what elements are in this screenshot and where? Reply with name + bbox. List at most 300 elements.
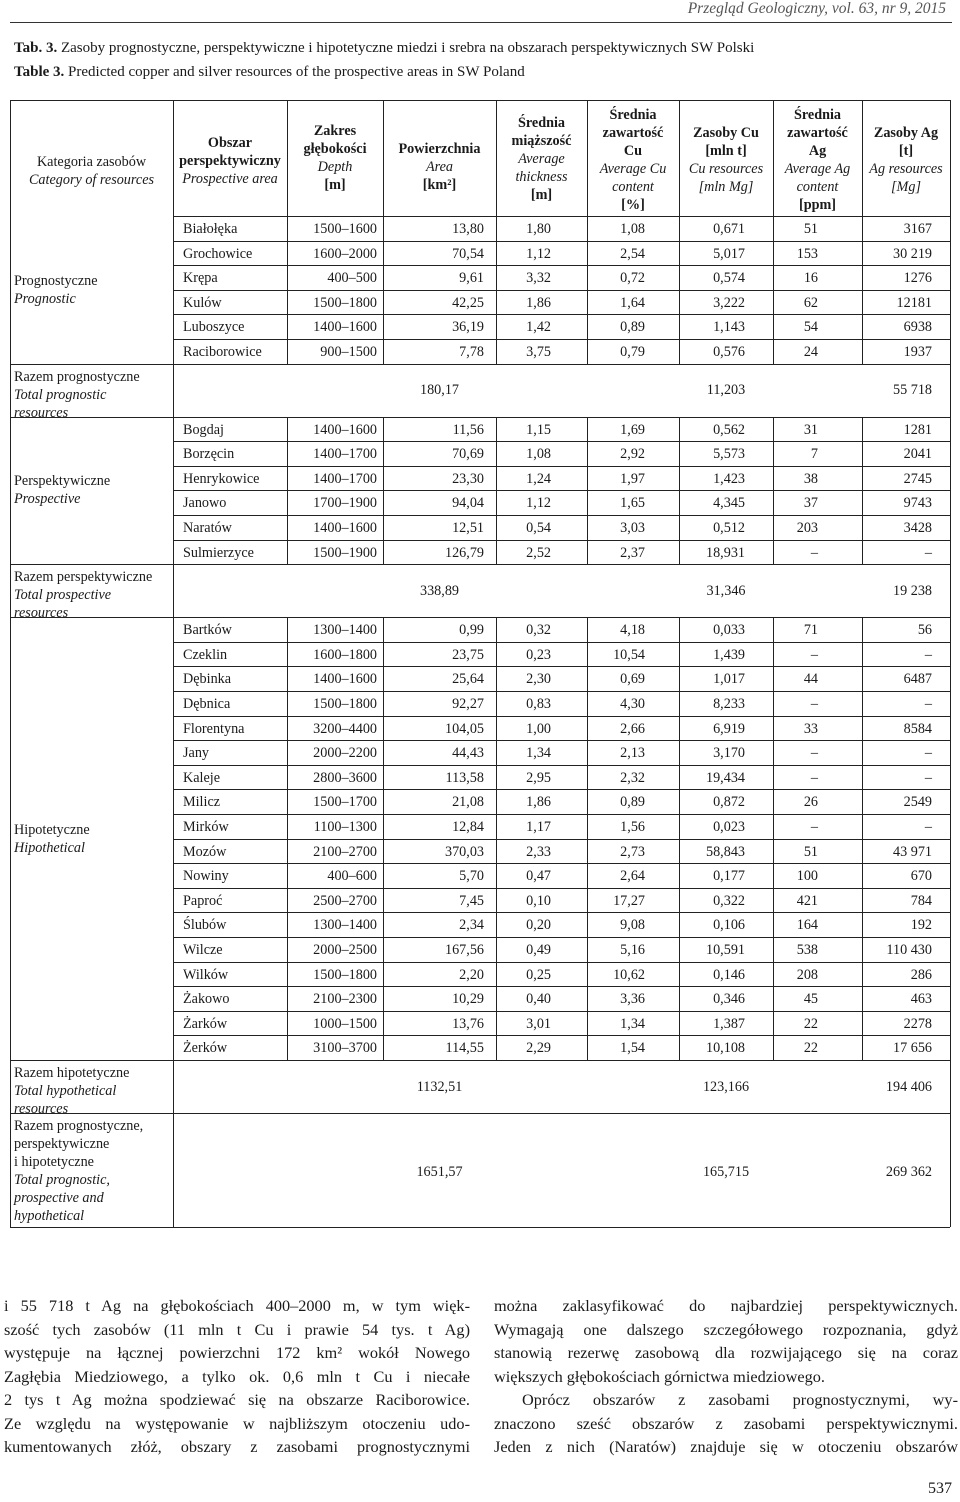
row-depth: 1400–1700 bbox=[313, 446, 377, 463]
group-label-line: Hipotetyczne bbox=[14, 822, 90, 838]
row-cu-content: 10,62 bbox=[613, 966, 645, 983]
row-ag-resources: 56 bbox=[917, 622, 932, 639]
group-label bbox=[14, 821, 171, 857]
table-column-rule bbox=[679, 617, 680, 1060]
row-cu-resources: 3,222 bbox=[713, 294, 745, 311]
table-rule bbox=[173, 515, 950, 516]
grand-total-label-line: prospective and bbox=[14, 1190, 104, 1206]
row-depth: 1500–1800 bbox=[313, 966, 377, 983]
total-area: 1132,51 bbox=[416, 1078, 463, 1095]
header-category bbox=[10, 153, 173, 189]
row-area-name: Dębinka bbox=[183, 671, 232, 688]
row-area: 25,64 bbox=[452, 671, 484, 688]
row-thickness: 0,23 bbox=[526, 646, 551, 663]
header-area-line: [km²] bbox=[422, 177, 457, 193]
row-depth: 400–500 bbox=[327, 270, 377, 287]
row-area-name: Bogdaj bbox=[183, 421, 224, 438]
row-cu-content: 17,27 bbox=[613, 892, 645, 909]
row-cu-content: 1,69 bbox=[620, 421, 645, 438]
row-thickness: 1,00 bbox=[526, 720, 551, 737]
caption-en-text: Predicted copper and silver resources of the prospective areas in SW Poland bbox=[64, 64, 525, 80]
row-thickness: 0,54 bbox=[526, 520, 551, 536]
row-area: 114,55 bbox=[445, 1040, 484, 1057]
row-ag-resources: 43 971 bbox=[892, 843, 932, 860]
header-cu-resources-line: [mln t] bbox=[705, 143, 747, 159]
row-cu-resources: 0,177 bbox=[713, 868, 745, 885]
row-ag-resources: 2278 bbox=[903, 1015, 932, 1032]
row-area: 2,20 bbox=[459, 966, 484, 983]
row-area: 21,08 bbox=[452, 794, 484, 811]
row-cu-content: 0,69 bbox=[620, 671, 645, 688]
row-ag-content: 51 bbox=[803, 221, 818, 237]
row-area: 104,05 bbox=[444, 720, 484, 737]
table-rule bbox=[173, 814, 950, 815]
row-cu-resources: 0,562 bbox=[713, 421, 745, 438]
row-area-name: Kulów bbox=[183, 294, 222, 311]
caption-pl-text: Zasoby prognostyczne, perspektywiczne i hipotetyczne miedzi i srebra na obszarach perspektywicznych SW Polski bbox=[57, 40, 755, 56]
row-area: 44,43 bbox=[452, 745, 484, 762]
row-ag-resources: 192 bbox=[910, 917, 932, 934]
grand-total-area: 1651,57 bbox=[416, 1164, 463, 1180]
row-depth: 3100–3700 bbox=[313, 1040, 377, 1057]
table-rule bbox=[173, 241, 950, 242]
row-thickness: 2,33 bbox=[526, 843, 551, 860]
table-column-rule bbox=[862, 417, 863, 565]
table-rule bbox=[10, 100, 950, 101]
row-area: 13,76 bbox=[452, 1015, 484, 1032]
table-rule bbox=[173, 962, 950, 963]
table-column-rule bbox=[10, 100, 11, 1227]
row-thickness: 1,17 bbox=[526, 819, 551, 835]
row-cu-resources: 1,439 bbox=[713, 646, 745, 663]
row-depth: 1300–1400 bbox=[313, 622, 377, 639]
row-cu-content: 0,79 bbox=[620, 344, 645, 360]
row-depth: 1500–1800 bbox=[313, 696, 377, 712]
table-column-rule bbox=[496, 617, 497, 1060]
header-ag-resources-line: Ag resources bbox=[869, 161, 943, 177]
row-area: 94,04 bbox=[452, 495, 484, 512]
table-rule bbox=[173, 216, 950, 217]
row-ag-resources: 9743 bbox=[903, 495, 932, 512]
table-column-rule bbox=[587, 216, 588, 364]
header-thickness-line: [m] bbox=[530, 187, 553, 203]
group-label-line: Prospective bbox=[14, 491, 81, 507]
table-rule bbox=[173, 716, 950, 717]
row-ag-resources: 2549 bbox=[903, 794, 932, 811]
header-thickness-line: Average bbox=[518, 151, 565, 167]
row-ag-content: 100 bbox=[796, 868, 818, 885]
row-area: 113,58 bbox=[445, 769, 484, 786]
row-area-name: Luboszyce bbox=[183, 319, 245, 336]
group-label bbox=[14, 272, 171, 308]
row-cu-resources: 1,423 bbox=[713, 470, 745, 487]
body-text-line: Jeden z nich (Naratów) znajduje się w otoczeniu obszarów bbox=[494, 1437, 958, 1456]
row-area-name: Borzęcin bbox=[183, 446, 235, 463]
row-area-name: Czeklin bbox=[183, 646, 228, 663]
grand-total-label-line: hypothetical bbox=[14, 1208, 85, 1224]
table-column-rule bbox=[287, 100, 288, 216]
row-cu-content: 2,92 bbox=[620, 446, 645, 463]
row-cu-content: 4,18 bbox=[620, 622, 645, 639]
row-ag-content: 7 bbox=[810, 446, 818, 463]
caption-en-label: Table 3. bbox=[14, 64, 65, 80]
row-ag-content: – bbox=[810, 819, 818, 835]
table-rule bbox=[10, 417, 950, 418]
row-cu-content: 2,64 bbox=[620, 868, 645, 885]
row-ag-resources: 3167 bbox=[903, 221, 932, 237]
header-ag-content-line: Średnia bbox=[793, 107, 842, 123]
row-ag-resources: 1937 bbox=[903, 344, 932, 360]
row-depth: 3200–4400 bbox=[313, 720, 377, 737]
row-cu-resources: 0,576 bbox=[713, 344, 745, 360]
row-ag-resources: 17 656 bbox=[892, 1040, 932, 1057]
row-area: 92,27 bbox=[452, 696, 484, 712]
total-ag-resources: 55 718 bbox=[892, 382, 932, 399]
row-thickness: 2,29 bbox=[526, 1040, 551, 1057]
header-prospective-area-line: Prospective area bbox=[182, 171, 278, 187]
row-area: 5,70 bbox=[459, 868, 484, 885]
total-cu-resources: 123,166 bbox=[702, 1078, 750, 1095]
table-rule bbox=[173, 789, 950, 790]
row-area-name: Żarków bbox=[183, 1015, 228, 1032]
header-thickness-line: thickness bbox=[515, 169, 568, 185]
row-ag-content: 22 bbox=[803, 1015, 818, 1032]
table-column-rule bbox=[679, 100, 680, 216]
table-column-rule bbox=[287, 617, 288, 1060]
row-ag-content: 33 bbox=[803, 720, 818, 737]
header-cu-content-line: [%] bbox=[621, 197, 645, 213]
row-area: 11,56 bbox=[452, 421, 484, 438]
row-ag-content: 51 bbox=[803, 843, 818, 860]
table-column-rule bbox=[773, 617, 774, 1060]
header-ag-content bbox=[773, 106, 862, 214]
row-cu-resources: 58,843 bbox=[705, 843, 745, 860]
row-ag-resources: 8584 bbox=[903, 720, 932, 737]
group-label-line: Prognostic bbox=[14, 291, 76, 307]
table-column-rule bbox=[496, 417, 497, 565]
row-area-name: Milicz bbox=[183, 794, 221, 811]
row-area: 70,54 bbox=[452, 245, 484, 262]
group-label-line: Prognostyczne bbox=[14, 273, 98, 289]
running-header: Przegląd Geologiczny, vol. 63, nr 9, 2015 bbox=[687, 0, 946, 17]
page-number: 537 bbox=[928, 1480, 952, 1497]
row-ag-content: – bbox=[810, 769, 818, 786]
row-thickness: 2,30 bbox=[526, 671, 551, 688]
row-cu-content: 2,54 bbox=[620, 245, 645, 262]
row-cu-resources: 10,108 bbox=[705, 1040, 745, 1057]
table-column-rule bbox=[383, 417, 384, 565]
row-cu-resources: 0,023 bbox=[713, 819, 745, 835]
table-column-rule bbox=[950, 100, 951, 1227]
header-thickness bbox=[496, 114, 587, 204]
row-area-name: Nowiny bbox=[183, 868, 229, 885]
row-thickness: 1,86 bbox=[526, 794, 551, 811]
table-rule bbox=[173, 1035, 950, 1036]
row-ag-resources: 670 bbox=[910, 868, 932, 885]
row-cu-content: 5,16 bbox=[620, 942, 645, 958]
table-column-rule bbox=[587, 617, 588, 1060]
row-depth: 1600–1800 bbox=[313, 646, 377, 663]
row-area-name: Florentyna bbox=[183, 720, 245, 737]
header-cu-content-line: content bbox=[612, 179, 654, 195]
row-area-name: Żakowo bbox=[183, 991, 230, 1008]
row-area-name: Wilcze bbox=[183, 942, 223, 958]
row-ag-content: 208 bbox=[796, 966, 818, 983]
row-thickness: 2,95 bbox=[526, 769, 551, 786]
header-category-line: Kategoria zasobów bbox=[36, 154, 147, 170]
row-area: 2,34 bbox=[459, 917, 484, 934]
row-depth: 2100–2700 bbox=[313, 843, 377, 860]
grand-total-cu-resources: 165,715 bbox=[702, 1164, 750, 1180]
header-area-line: Area bbox=[425, 159, 454, 175]
row-ag-content: 45 bbox=[803, 991, 818, 1008]
row-ag-resources: 1281 bbox=[903, 421, 932, 438]
header-area-line: Powierzchnia bbox=[398, 141, 481, 157]
row-thickness: 0,49 bbox=[526, 942, 551, 958]
table-rule bbox=[173, 863, 950, 864]
grand-total-ag-resources: 269 362 bbox=[885, 1164, 932, 1180]
total-label-line: Razem hipotetyczne bbox=[14, 1065, 130, 1081]
row-ag-content: 44 bbox=[803, 671, 818, 688]
row-depth: 1400–1700 bbox=[313, 470, 377, 487]
table-column-rule bbox=[587, 100, 588, 216]
row-area-name: Sulmierzyce bbox=[183, 544, 254, 561]
total-label-line: resources bbox=[14, 605, 69, 622]
row-cu-resources: 3,170 bbox=[713, 745, 745, 762]
table-rule bbox=[173, 691, 950, 692]
total-label-line: Razem perspektywiczne bbox=[14, 569, 153, 586]
row-thickness: 1,08 bbox=[526, 446, 551, 463]
row-depth: 1500–1700 bbox=[313, 794, 377, 811]
row-thickness: 0,10 bbox=[526, 892, 551, 909]
table-rule bbox=[10, 617, 950, 618]
header-prospective-area-line: Obszar bbox=[207, 135, 253, 151]
body-text-line: stanowią rezerwę zasobową dla rozwijającego się na coraz bbox=[494, 1343, 958, 1362]
row-cu-resources: 1,017 bbox=[713, 671, 745, 688]
header-thickness-line: miąższość bbox=[511, 133, 572, 149]
row-depth: 1000–1500 bbox=[313, 1015, 377, 1032]
row-ag-resources: 110 430 bbox=[886, 942, 932, 958]
row-cu-content: 0,72 bbox=[620, 270, 645, 287]
row-thickness: 1,86 bbox=[526, 294, 551, 311]
row-cu-content: 10,54 bbox=[613, 646, 645, 663]
row-ag-content: 31 bbox=[803, 421, 818, 438]
row-thickness: 1,12 bbox=[526, 245, 551, 262]
body-text-line: znaczono sześć obszarów z zasobami perspektywicznymi. bbox=[494, 1413, 958, 1433]
table-column-rule bbox=[496, 216, 497, 364]
row-area: 70,69 bbox=[452, 446, 484, 463]
total-label bbox=[14, 368, 171, 422]
row-ag-content: – bbox=[810, 544, 818, 561]
row-cu-resources: 8,233 bbox=[713, 696, 745, 712]
table-column-rule bbox=[383, 617, 384, 1060]
row-ag-content: 24 bbox=[803, 344, 818, 360]
total-label-line: Razem prognostyczne bbox=[14, 368, 140, 385]
row-cu-content: 0,89 bbox=[620, 794, 645, 811]
row-cu-content: 3,03 bbox=[620, 520, 645, 536]
total-label-line: resources bbox=[14, 404, 69, 421]
row-ag-content: 421 bbox=[796, 892, 818, 909]
group-label-line: Perspektywiczne bbox=[14, 473, 111, 489]
row-ag-content: 71 bbox=[803, 622, 818, 639]
row-thickness: 3,32 bbox=[526, 270, 551, 287]
body-text-left bbox=[4, 1294, 470, 1459]
table-rule bbox=[173, 314, 950, 315]
table-rule bbox=[173, 490, 950, 491]
row-area-name: Grochowice bbox=[183, 245, 253, 262]
table-rule bbox=[173, 441, 950, 442]
row-cu-resources: 0,346 bbox=[713, 991, 745, 1008]
row-ag-resources: 12181 bbox=[896, 294, 932, 311]
body-text-line: kumentowanych złóż, obszary z zasobami prognostycznymi bbox=[4, 1437, 470, 1456]
row-ag-resources: 286 bbox=[910, 966, 932, 983]
table-rule bbox=[173, 912, 950, 913]
row-ag-resources: – bbox=[924, 819, 932, 835]
row-cu-resources: 5,017 bbox=[713, 245, 745, 262]
row-area-name: Paproć bbox=[183, 892, 223, 909]
row-depth: 400–600 bbox=[327, 868, 377, 885]
row-thickness: 0,20 bbox=[526, 917, 551, 934]
header-ag-content-line: [ppm] bbox=[798, 197, 837, 213]
row-cu-resources: 5,573 bbox=[713, 446, 745, 463]
row-cu-content: 1,56 bbox=[620, 819, 645, 835]
row-thickness: 1,15 bbox=[526, 421, 551, 438]
row-thickness: 1,24 bbox=[526, 470, 551, 487]
table-rule bbox=[173, 290, 950, 291]
row-area-name: Ślubów bbox=[183, 917, 227, 934]
row-area-name: Żerków bbox=[183, 1040, 228, 1057]
header-cu-content-line: Cu bbox=[623, 143, 643, 159]
table-column-rule bbox=[773, 417, 774, 565]
table-column-rule bbox=[862, 100, 863, 216]
total-area: 180,17 bbox=[419, 382, 459, 399]
table-column-rule bbox=[679, 216, 680, 364]
header-depth-line: [m] bbox=[324, 177, 346, 193]
row-area: 42,25 bbox=[452, 294, 484, 311]
table-rule bbox=[173, 666, 950, 667]
total-area: 338,89 bbox=[419, 582, 459, 599]
row-cu-content: 1,97 bbox=[620, 470, 645, 487]
row-cu-content: 1,08 bbox=[620, 221, 645, 237]
total-label-line: Total prospective bbox=[14, 587, 112, 604]
row-thickness: 2,52 bbox=[526, 544, 551, 561]
row-cu-content: 0,89 bbox=[620, 319, 645, 336]
header-area bbox=[383, 140, 496, 194]
header-ag-content-line: content bbox=[796, 179, 839, 195]
header-cu-content bbox=[587, 106, 679, 214]
row-ag-resources: – bbox=[924, 769, 932, 786]
grand-total-label-line: i hipotetyczne bbox=[14, 1154, 94, 1170]
row-ag-content: – bbox=[810, 696, 818, 712]
row-area: 36,19 bbox=[452, 319, 484, 336]
row-area: 12,51 bbox=[452, 520, 484, 536]
table-rule bbox=[173, 339, 950, 340]
row-area: 7,45 bbox=[459, 892, 484, 909]
table-column-rule bbox=[587, 417, 588, 565]
header-ag-resources-line: Zasoby Ag bbox=[873, 125, 939, 141]
header-cu-resources-line: [mln Mg] bbox=[698, 179, 754, 195]
header-cu-resources-line: Cu resources bbox=[688, 161, 764, 177]
body-text-line: i 55 718 t Ag na głębokościach 400–2000 m, w tym więk- bbox=[4, 1296, 470, 1315]
body-text-line: Wymagają one dalszego szczegółowego rozpoznania, gdyż bbox=[494, 1319, 958, 1339]
row-ag-resources: 3428 bbox=[903, 520, 932, 536]
row-depth: 1400–1600 bbox=[313, 520, 377, 536]
table-column-rule bbox=[287, 216, 288, 364]
row-cu-resources: 0,146 bbox=[713, 966, 745, 983]
row-cu-content: 1,64 bbox=[620, 294, 645, 311]
row-area-name: Dębnica bbox=[183, 696, 231, 712]
row-ag-resources: – bbox=[924, 696, 932, 712]
row-ag-resources: – bbox=[924, 745, 932, 762]
row-ag-resources: 30 219 bbox=[892, 245, 932, 262]
total-cu-resources: 11,203 bbox=[706, 382, 746, 399]
grand-total-label-line: Razem prognostyczne, bbox=[14, 1118, 144, 1134]
row-depth: 1100–1300 bbox=[313, 819, 377, 835]
body-text-line: można zaklasyfikować do najbardziej perspektywicznych. bbox=[494, 1296, 958, 1315]
row-cu-resources: 0,671 bbox=[713, 221, 745, 237]
row-ag-content: 203 bbox=[796, 520, 818, 536]
row-area-name: Bartków bbox=[183, 622, 232, 639]
table-rule bbox=[173, 986, 950, 987]
row-area: 167,56 bbox=[444, 942, 484, 958]
table-rule bbox=[10, 1227, 950, 1228]
row-ag-content: – bbox=[810, 745, 818, 762]
row-cu-content: 3,36 bbox=[620, 991, 645, 1008]
row-area-name: Janowo bbox=[183, 495, 227, 512]
grand-total-label-line: perspektywiczne bbox=[14, 1136, 110, 1152]
row-ag-content: 37 bbox=[803, 495, 818, 512]
row-area-name: Raciborowice bbox=[183, 344, 262, 360]
row-depth: 1500–1600 bbox=[313, 221, 377, 237]
row-depth: 2100–2300 bbox=[313, 991, 377, 1008]
total-label-line: Total hypothetical bbox=[14, 1083, 117, 1099]
row-ag-resources: – bbox=[924, 646, 932, 663]
table-rule bbox=[173, 937, 950, 938]
row-cu-content: 1,65 bbox=[620, 495, 645, 512]
row-depth: 1300–1400 bbox=[313, 917, 377, 934]
row-area: 13,80 bbox=[452, 221, 484, 237]
header-cu-content-line: Średnia bbox=[609, 107, 657, 123]
table-rule bbox=[173, 1011, 950, 1012]
row-ag-resources: 6487 bbox=[903, 671, 932, 688]
row-cu-content: 9,08 bbox=[620, 917, 645, 934]
table-column-rule bbox=[496, 100, 497, 216]
row-cu-resources: 4,345 bbox=[713, 495, 745, 512]
row-depth: 1400–1600 bbox=[313, 421, 377, 438]
row-area: 23,30 bbox=[452, 470, 484, 487]
row-depth: 2000–2500 bbox=[313, 942, 377, 958]
total-label bbox=[14, 568, 171, 622]
row-depth: 1400–1600 bbox=[313, 671, 377, 688]
row-area: 126,79 bbox=[444, 544, 484, 561]
row-cu-resources: 0,106 bbox=[713, 917, 745, 934]
body-text-right bbox=[494, 1294, 958, 1459]
table-rule bbox=[173, 765, 950, 766]
row-cu-resources: 0,512 bbox=[713, 520, 745, 536]
table-column-rule bbox=[773, 100, 774, 216]
table-rule bbox=[173, 740, 950, 741]
row-area-name: Mirków bbox=[183, 819, 229, 835]
row-area: 23,75 bbox=[452, 646, 484, 663]
table-rule bbox=[173, 888, 950, 889]
row-ag-content: 62 bbox=[803, 294, 818, 311]
header-cu-content-line: Average Cu bbox=[599, 161, 667, 177]
row-cu-content: 2,13 bbox=[620, 745, 645, 762]
row-thickness: 0,83 bbox=[526, 696, 551, 712]
row-area-name: Białołęka bbox=[183, 221, 238, 237]
row-ag-content: 538 bbox=[796, 942, 818, 958]
row-depth: 2000–2200 bbox=[313, 745, 377, 762]
